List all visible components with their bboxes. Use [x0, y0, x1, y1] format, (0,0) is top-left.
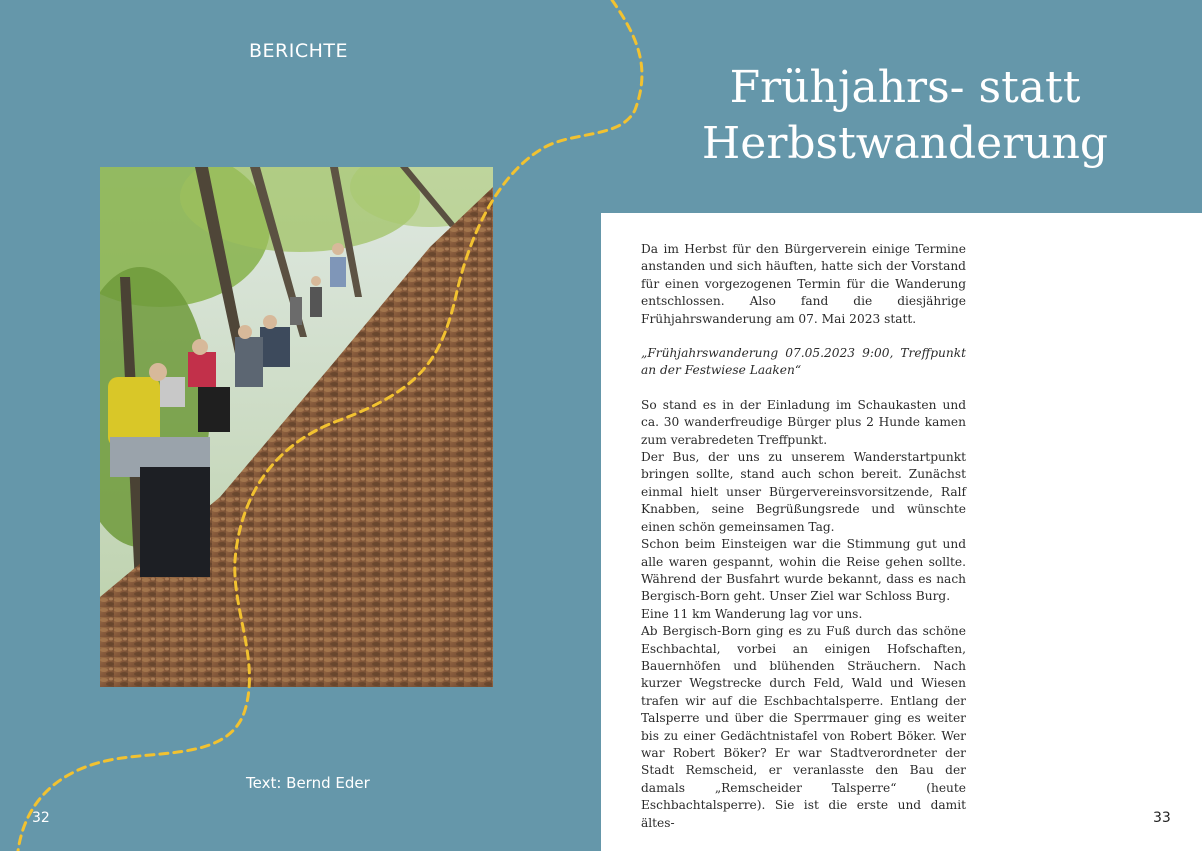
title-line-2: Herbstwanderung: [701, 118, 1109, 169]
paragraph: Ab Bergisch-Born ging es zu Fuß durch das schöne Eschbachtal, vorbei an einigen Hofschaften, Bauernhöfen und blühenden Sträuchern. Nach kurzer Wegstrecke durch Feld, Wald und Wiesen trafen wir auf die Eschbachtalsperre. Entlang der Talsperre und über die Sperrmauer ging es weiter bis zu einer Gedächtnistafel von Robert Böker. Wer war Robert Böker? Er war Stadtverordneter der Stadt Remscheid, er veranlasste den Bau der damals „Remscheider Talsperre“ (heute Eschbachtalsperre). Sie ist die erste und damit ältes-: [641, 624, 966, 830]
section-label: BERICHTE: [249, 40, 349, 62]
page-number-left: 32: [32, 810, 50, 826]
paragraph: Da im Herbst für den Bürgerverein einige Termine anstanden und sich häuften, hatte sich der Vorstand für einen vorgezogenen Termin für die Wanderung entschlossen. Also fand die diesjährige Frühjahrswanderung am 07. Mai 2023 statt.: [641, 242, 966, 326]
invitation-quote: „Frühjahrswanderung 07.05.2023 9:00, Treffpunkt an der Festwiese Laaken“: [641, 346, 966, 378]
title-line-1: Frühjahrs- statt: [729, 62, 1081, 113]
author-credit: Text: Bernd Eder: [246, 774, 370, 792]
hiking-photo: [100, 167, 493, 687]
paragraph: Der Bus, der uns zu unserem Wanderstartpunkt bringen sollte, stand auch schon bereit. Zunächst einmal hielt unser Bürgervereinsvorsitzende, Ralf Knabben, seine Begrüßungsrede und wünschte einen schön gemeinsamen Tag.: [641, 450, 966, 534]
paragraph: Eine 11 km Wanderung lag vor uns.: [641, 606, 863, 621]
article-body: [641, 241, 966, 832]
paragraph: So stand es in der Einladung im Schaukasten und ca. 30 wanderfreudige Bürger plus 2 Hunde kamen zum verabredeten Treffpunkt.: [641, 397, 966, 447]
paragraph: Schon beim Einsteigen war die Stimmung gut und alle waren gespannt, wohin die Reise gehen sollte. Während der Busfahrt wurde bekannt, dass es nach Bergisch-Born geht. Unser Ziel war Schloss Burg.: [641, 537, 966, 604]
page-number-right: 33: [1153, 810, 1171, 826]
article-title: [610, 60, 1200, 172]
